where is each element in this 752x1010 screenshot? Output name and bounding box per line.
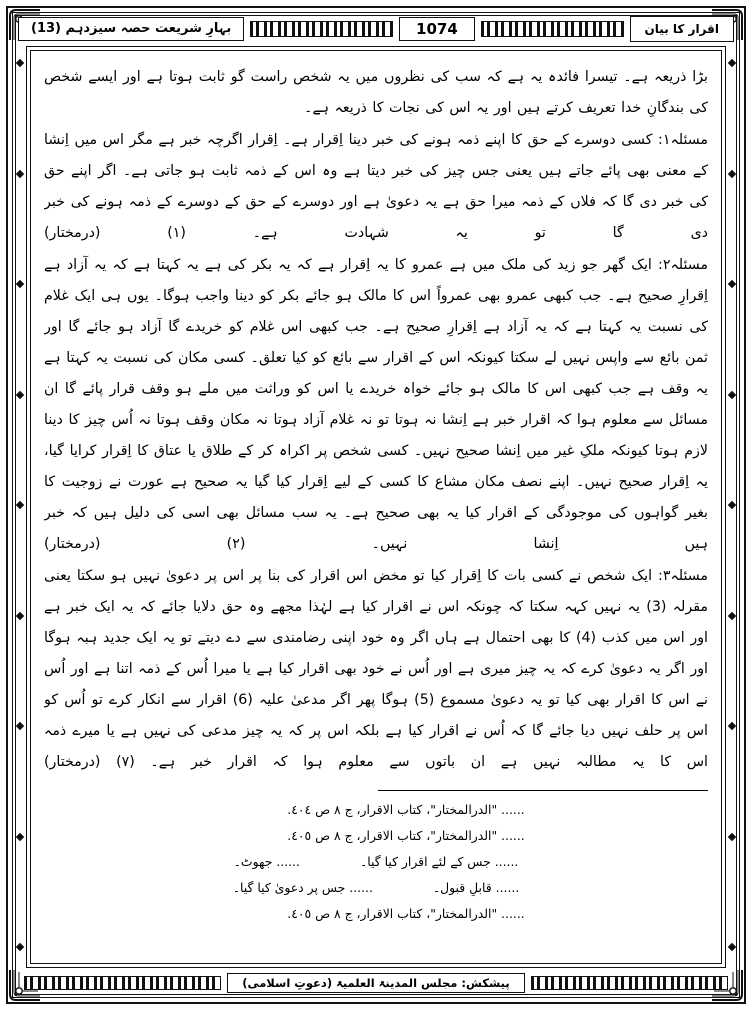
header-ornament-right xyxy=(250,21,393,37)
page-header xyxy=(18,14,734,44)
page-number: 1074 xyxy=(399,17,475,41)
footer-ornament-right xyxy=(531,976,728,990)
footnote-text-secondary: ...... جھوٹ۔ xyxy=(233,854,300,869)
page-content xyxy=(44,62,708,954)
footnote-text: ...... "الدرالمختار"، کتاب الاقرار، ج ۸ ص ٤٠٤. xyxy=(287,802,525,817)
footnote-text: ...... "الدرالمختار"، کتاب الاقرار، ج ۸ ص ٤٠٥. xyxy=(287,906,525,921)
side-ornament-right xyxy=(726,60,738,950)
paragraph-masala-2: مسئلہ۲: ایک گھر جو زید کی ملک میں ہے عمرو کا یہ اِقرار ہے کہ یہ بکر کی ہے یہ کہتا ہے کہ یہ آزاد ہے اِقرارِ صحیح ہے۔ جب کبھی عمرو بھی عمرواً اس کا مالک ہو جائے بکر کو دینا واجب ہوگا۔ یوں ہی ایک غلام کی نسبت یہ کہتا ہے کہ یہ آزاد ہے اِقرارِ صحیح ہے۔ جب کبھی اس غلام کو خریدے گا آزاد ہو جائے گا اور ثمن بائع سے واپس نہیں لے سکتا کیونکہ اس کے اقرار سے بائع کو کیا تعلق۔ کسی مکان کی نسبت یہ کہتا ہے یہ وقف ہے جب کبھی اس کا مالک ہو جائے خواہ خریدے یا اس کو وراثت میں ملے ہو وقف قرار پائے گا ان مسائل سے معلوم ہوا کہ اقرار خبر ہے اِنشا نہ ہوتا تو نہ غلام آزاد ہوتا نہ مکان وقف ہوتا نہ اُس چیز کا دینا لازم ہوتا کیونکہ ملکِ غیر میں اِنشا صحیح نہیں۔ کسی شخص پر اکراہ کر کے طلاق یا عتاق کا اِقرار کرایا گیا، یہ اِقرار صحیح نہیں۔ اپنے نصف مکان مشاع کا کسی کے لیے اِقرار کیا گیا یہ صحیح ہے عورت نے زوجیت کا بغیر گواہوں کی موجودگی کے اقرار کیا یہ بھی صحیح ہے۔ یہ سب مسائل بھی اسی کی دلیل ہیں کہ خبر ہیں اِنشا نہیں۔ (۲) (درمختار) xyxy=(44,257,708,552)
footer-ornament-left xyxy=(24,976,221,990)
footnote-row xyxy=(44,875,708,901)
footnote-text: ...... "الدرالمختار"، کتاب الاقرار، ج ۸ ص ٤٠٥. xyxy=(287,828,525,843)
footnote-row xyxy=(44,797,708,823)
page-footer xyxy=(18,970,734,996)
footnote-text-secondary: ...... جس پر دعویٰ کیا گیا۔ xyxy=(232,880,373,895)
paragraph-masala-1: مسئلہ۱: کسی دوسرے کے حق کا اپنے ذمہ ہونے کی خبر دینا اِقرار ہے۔ اِقرار اگرچہ خبر ہے مگر اس میں اِنشا کے معنی بھی پائے جاتے ہیں یعنی جس چیز کی خبر دیتا ہے وہ اس کے ذمہ ثابت ہو جاتی ہے۔ اگر اپنے حق کی خبر دی گا کہ فلاں کے ذمہ میرا حق ہے یہ دعویٰ ہے اور دوسرے کے حق کے دوسرے کے ذمہ ہونے کی خبر دی گا تو یہ شہادت ہے۔ (۱) (درمختار) xyxy=(44,132,708,241)
chapter-title: اقرار کا بیان xyxy=(630,16,734,42)
footnote-text: ...... جس کے لئے اقرار کیا گیا۔ xyxy=(359,854,519,869)
footnote-text: ...... قابلِ قبول۔ xyxy=(432,880,520,895)
book-title: بہارِ شریعت حصہ سیزدہم (13) xyxy=(18,17,244,41)
paragraph-intro: بڑا ذریعہ ہے۔ تیسرا فائدہ یہ ہے کہ سب کی نظروں میں یہ شخص راست گو ثابت ہوتا ہے اور ایسے شخص کی بندگانِ خدا تعریف کرتے ہیں اور یہ اس کی نجات کا ذریعہ ہے۔ xyxy=(44,69,708,116)
footnote-row xyxy=(44,901,708,927)
side-ornament-left xyxy=(14,60,26,950)
footnote-row xyxy=(44,849,708,875)
footnote-row xyxy=(44,823,708,849)
header-ornament-left xyxy=(481,21,624,37)
footnote-divider xyxy=(378,790,708,791)
publisher-credit xyxy=(227,973,524,993)
footnote-list xyxy=(44,797,708,927)
publisher-name: مجلس المدینۃ العلمیۃ (دعوتِ اسلامی) xyxy=(242,976,458,990)
paragraph-masala-3: مسئلہ۳: ایک شخص نے کسی بات کا اِقرار کیا تو مخض اس اقرار کی بنا پر اس پر دعویٰ نہیں ہو سکتا یعنی مقرلہ (3) یہ نہیں کہہ سکتا کہ چونکہ اس نے اقرار کیا ہے لہٰذا مجھے وہ حق دلایا جائے کہ یہ ایک خبر ہے اور اس میں کذب (4) کا بھی احتمال ہے ہاں اگر وہ خود اپنی رضامندی سے دے دیتے تو یہ ایک جدید ہبہ ہوگا اور اگر یہ دعویٰ کرے کہ یہ چیز میری ہے اور اُس نے خود بھی اقرار کیا ہے یا میرا اُس کے ذمہ اتنا ہے اور اُس نے اس کا اقرار بھی کیا تو یہ دعویٰ مسموع (5) ہوگا پھر اگر مدعیٰ علیہ (6) اقرار سے انکار کرے تو اُس کو اس پر حلف نہیں دیا جائے گا کہ اُس نے اقرار کیا ہے بلکہ اس پر کہ یہ چیز مدعی کی نہیں ہے یا میرے ذمہ اس کا یہ مطالبہ نہیں ہے ان باتوں سے معلوم ہوا کہ اقرار خبر ہے۔ (۷) (درمختار) xyxy=(44,568,708,770)
publisher-label: پیشکش: xyxy=(461,976,510,990)
